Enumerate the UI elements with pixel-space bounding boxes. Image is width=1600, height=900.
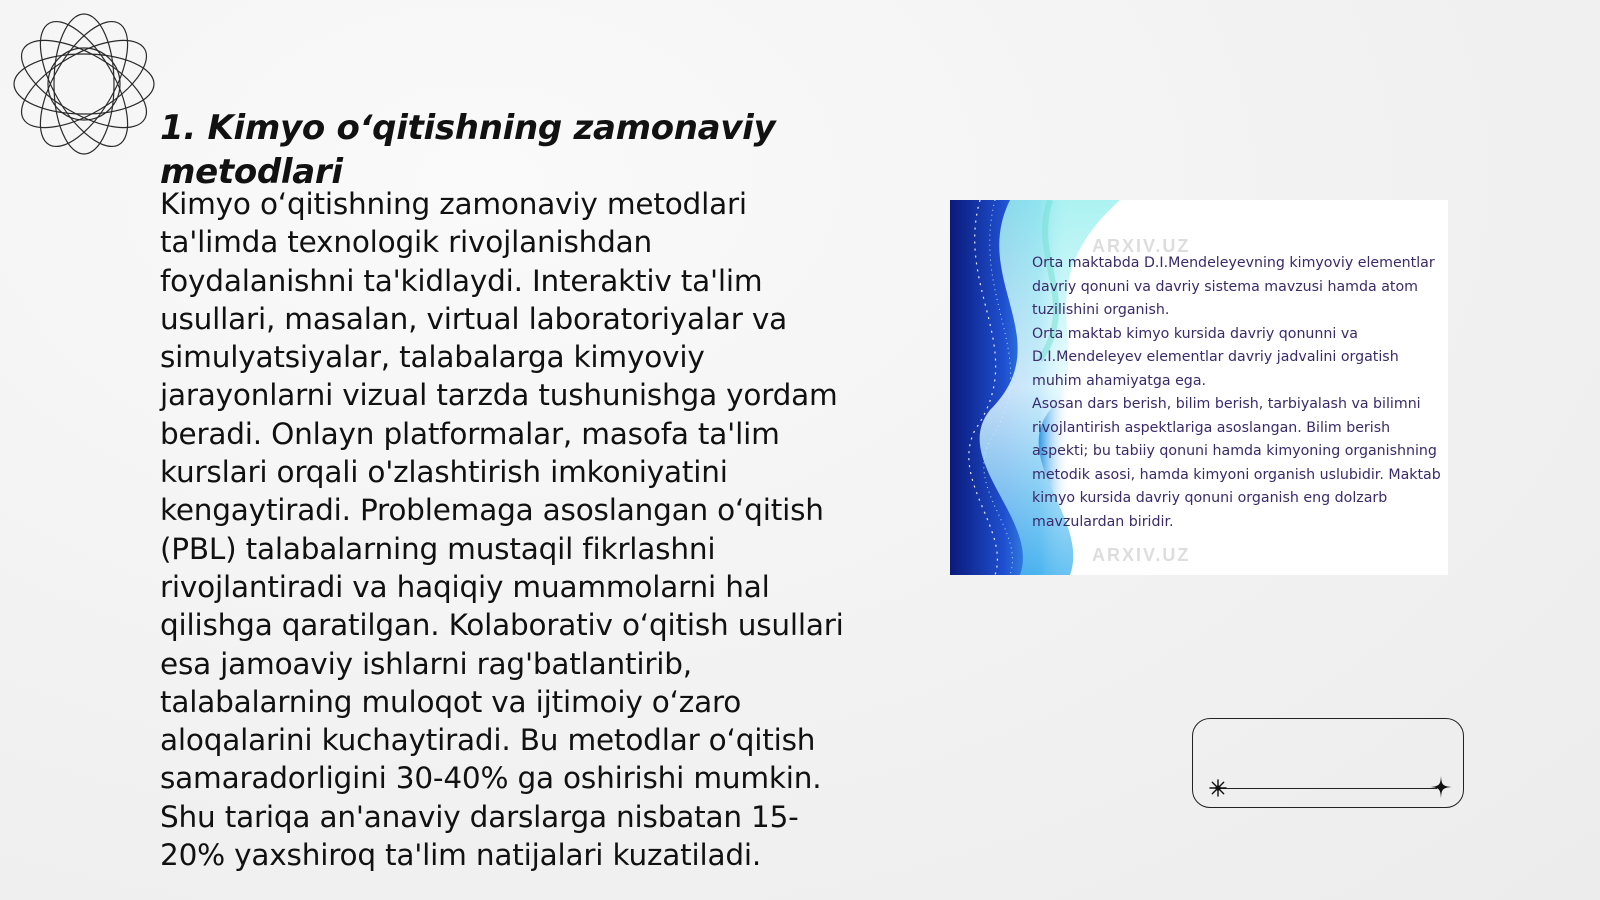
image-card-text [1032, 252, 1442, 534]
image-card-paragraph: Asosan dars berish, bilim berish, tarbiyalash va bilimni rivojlantirish aspektlariga asoslangan. Bilim berish aspekti; bu tabiiy qonuni hamda kimyoning organishning metodik asosi, hamda kimyoni organish uslubidir. Maktab kimyo kursida davriy qonuni organish eng dolzarb mavzulardan biridir. [1032, 396, 1441, 530]
sparkle-icon [1429, 775, 1453, 799]
watermark-text: ARXIV.UZ [1092, 545, 1191, 565]
watermark-text: ARXIV.UZ [1092, 236, 1191, 256]
slide-title: 1. Kimyo oʻqitishning zamonaviy metodlari [160, 108, 776, 192]
star-burst-icon [1208, 778, 1228, 798]
slider-track [1219, 788, 1437, 789]
embedded-image-card [950, 200, 1448, 575]
decorative-slider-frame [1192, 718, 1464, 808]
image-card-paragraph: Orta maktabda D.I.Mendeleyevning kimyoviy elementlar davriy qonuni va davriy sistema mavzusi hamda atom tuzilishini organish. [1032, 255, 1435, 318]
image-card-paragraph: Orta maktab kimyo kursida davriy qonunni va D.I.Mendeleyev elementlar davriy jadvalini orgatish muhim ahamiyatga ega. [1032, 325, 1399, 389]
orbit-rings-icon [10, 10, 158, 158]
slide-body-text: Kimyo oʻqitishning zamonaviy metodlari ta'limda texnologik rivojlanishdan foydalanishni ta'kidlaydi. Interaktiv ta'lim usullari, masalan, virtual laboratoriyalar va simulyatsiyalar, talabalarga kimyoviy jarayonlarni vizual tarzda tushunishga yordam beradi. Onlayn platformalar, masofa ta'lim kurslari orqali o'zlashtirish imkoniyatini kengaytiradi. Problemaga asoslangan oʻqitish (PBL) talabalarning mustaqil fikrlashni rivojlantiradi va haqiqiy muammolarni hal qilishga qaratilgan. Kolaborativ oʻqitish usullari esa jamoaviy ishlarni rag'batlantirib, talabalarning muloqot va ijtimoiy oʻzaro aloqalarini kuchaytiradi. Bu metodlar oʻqitish samaradorligini 30-40% ga oshirishi mumkin. Shu tariqa an'anaviy darslarga nisbatan 15-20% yaxshiroq ta'lim natijalari kuzatiladi. [160, 187, 844, 873]
